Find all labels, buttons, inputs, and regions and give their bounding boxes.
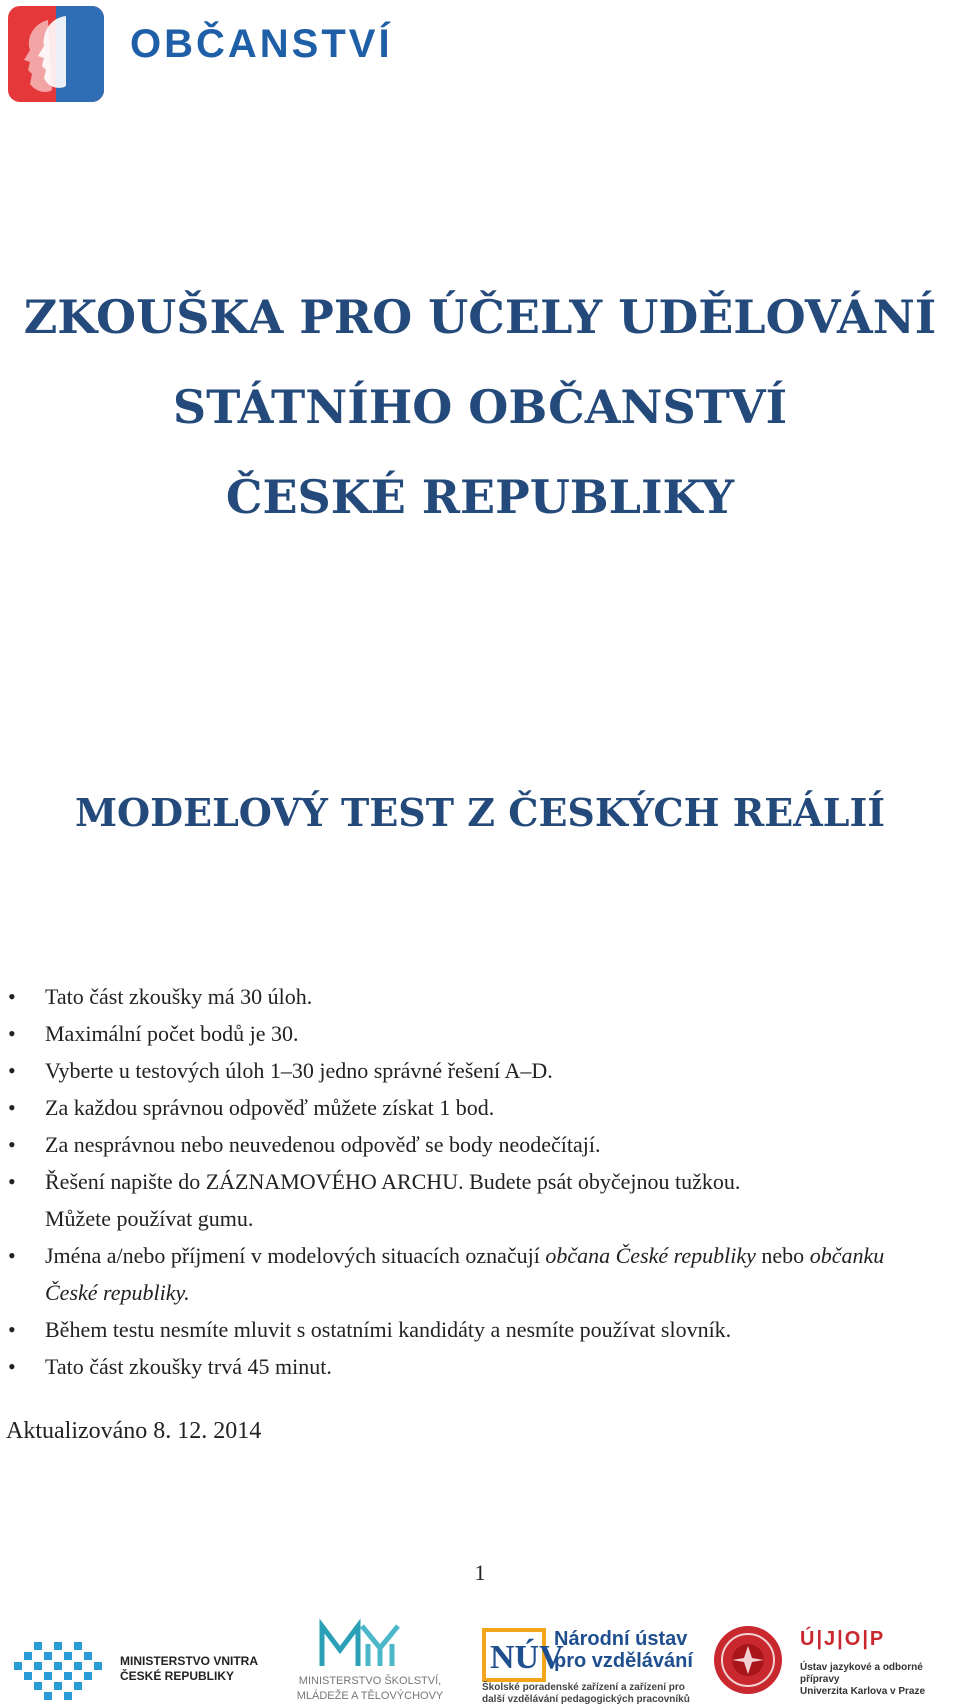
rule-italic: občanku České republiky [45,1243,885,1305]
page-number: 1 [474,1560,486,1585]
ujop-label: Ústav jazykové a odborné přípravy [800,1662,923,1685]
rule-item: • Za nesprávnou nebo neuvedenou odpověď se body neodečítají. [0,1126,940,1163]
title-line-3: ČESKÉ REPUBLIKY [225,470,735,524]
msmt-label: MINISTERSTVO ŠKOLSTVÍ, [298,1675,442,1687]
mv-label: ČESKÉ REPUBLIKY [120,1669,235,1683]
rule-text: Můžete používat gumu. [45,1206,254,1231]
subtitle: MODELOVÝ TEST Z ČESKÝCH REÁLIÍ [74,790,886,835]
footer-logos [0,1620,960,1705]
title-line-1: ZKOUŠKA PRO ÚČELY UDĚLOVÁNÍ [23,290,937,344]
mv-logo [14,1638,110,1705]
rule-text: Jména a/nebo příjmení v modelových situacích označují [45,1243,546,1268]
nuv-title: Národní ústav [554,1628,688,1650]
nuv-logo [482,1628,564,1687]
title-line-2: STÁTNÍHO OBČANSTVÍ [172,380,788,434]
rule-italic: občana České republiky [545,1243,756,1268]
rule-item: • Tato část zkoušky má 30 úloh. [0,978,940,1015]
svg-text:NÚV: NÚV [490,1639,564,1676]
rule-text: nebo [755,1243,810,1268]
nuv-sub: Školské poradenské zařízení a zařízení pro [482,1682,685,1693]
university-seal [712,1624,784,1701]
rule-text: . [184,1280,190,1305]
rule-item [0,1163,940,1237]
rule-item: • Vyberte u testových úloh 1–30 jedno správné řešení A–D. [0,1052,940,1089]
ujop-logo-text: Ú|J|O|P [800,1628,886,1650]
rule-text: Řešení napište do ZÁZNAMOVÉHO ARCHU. Budete psát obyčejnou tužkou. [45,1169,741,1194]
brand-name: OBČANSTVÍ [130,22,393,66]
ujop-label: Univerzita Karlova v Praze [800,1686,926,1697]
nuv-sub: další vzdělávání pedagogických pracovníků [482,1694,690,1705]
rule-item: • Maximální počet bodů je 30. [0,1015,940,1052]
rule-item: • Za každou správnou odpověď můžete získat 1 bod. [0,1089,940,1126]
instructions-list [0,978,940,1385]
mv-label: MINISTERSTVO VNITRA [120,1654,259,1668]
rule-item: • Během testu nesmíte mluvit s ostatními kandidáty a nesmíte používat slovník. [0,1311,940,1348]
msmt-label: MLÁDEŽE A TĚLOVÝCHOVY [296,1690,444,1702]
updated-date: Aktualizováno 8. 12. 2014 [6,1418,262,1444]
obcanstvi-logo [8,6,104,102]
rule-item: • Tato část zkoušky trvá 45 minut. [0,1348,940,1385]
msmt-logo [318,1620,414,1675]
nuv-title: pro vzdělávání [554,1650,693,1672]
rule-item [0,1237,940,1311]
